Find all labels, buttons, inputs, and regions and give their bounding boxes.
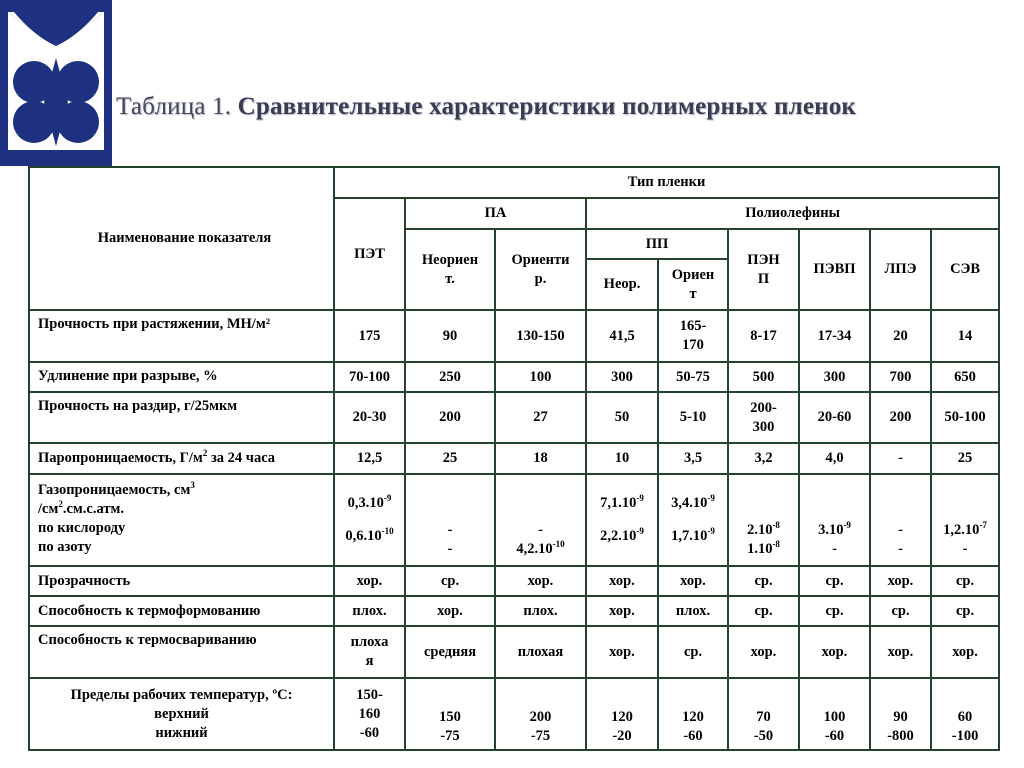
- row-temps-name-line1: Пределы рабочих температур, ºС:: [70, 686, 293, 703]
- header-pa: ПА: [405, 198, 586, 229]
- cell-gas-pevp: [799, 474, 870, 566]
- row-vapor-name: [29, 443, 334, 474]
- header-pa-oriented-line2: р.: [534, 270, 547, 287]
- cell-tear-pevp: 20-60: [799, 392, 870, 443]
- header-penp: [728, 229, 799, 310]
- cell-transparency-lpe: хор.: [870, 566, 931, 596]
- row-gas-name-line1: [38, 481, 331, 500]
- cell-gas-penp-n-exp: -8: [772, 539, 780, 550]
- header-name-col: Наименование показателя: [29, 167, 334, 310]
- cell-tear-penp-line2: 300: [752, 418, 775, 435]
- cell-thermoforming-sev: ср.: [931, 596, 999, 626]
- row-vapor: [29, 443, 999, 474]
- row-gas-name-line2: [38, 500, 331, 519]
- cell-tensile-pp-n: 41,5: [586, 310, 658, 362]
- cell-thermoforming-lpe: ср.: [870, 596, 931, 626]
- cell-tensile-pp-o-line2: 170: [682, 337, 704, 353]
- header-penp-line1: ПЭН: [747, 251, 780, 268]
- row-gas-name-l2-post: .см.с.атм.: [62, 501, 124, 517]
- cell-gas-pa-n-n: -: [447, 541, 453, 557]
- cell-tensile-sev: 14: [931, 310, 999, 362]
- header-pevp: ПЭВП: [799, 229, 870, 310]
- cell-temps-pet-line2: 160: [358, 705, 381, 722]
- cell-thermoforming-pa-n: хор.: [405, 596, 495, 626]
- header-film-type: Тип пленки: [334, 167, 999, 198]
- row-transparency-name: Прозрачность: [29, 566, 334, 596]
- cell-temps-lpe: [870, 678, 931, 750]
- cell-gas-penp-o-base: 2.10: [747, 522, 773, 538]
- cell-gas-sev: [931, 474, 999, 566]
- company-logo: [0, 0, 112, 166]
- cell-transparency-sev: ср.: [931, 566, 999, 596]
- row-tensile-name: Прочность при растяжении, МН/м²: [29, 310, 334, 362]
- cell-gas-pp-n: [586, 474, 658, 566]
- row-gas-name-l2-sup: 2: [58, 499, 63, 510]
- cell-transparency-pp-o: хор.: [658, 566, 728, 596]
- cell-tear-lpe: 200: [870, 392, 931, 443]
- header-pp-neor: Неор.: [586, 259, 658, 310]
- cell-thermoforming-pa-o: плох.: [495, 596, 586, 626]
- cell-heatseal-pp-n: хор.: [586, 626, 658, 678]
- cell-thermoforming-pevp: ср.: [799, 596, 870, 626]
- header-pet: ПЭТ: [334, 198, 405, 310]
- cell-temps-sev-lower: -100: [951, 728, 979, 744]
- cell-tensile-pa-n: 90: [405, 310, 495, 362]
- cell-temps-pa-n: [405, 678, 495, 750]
- row-gas: [29, 474, 999, 566]
- cell-temps-pp-n-upper: 120: [611, 709, 633, 725]
- cell-elongation-penp: 500: [728, 362, 799, 392]
- row-elongation: [29, 362, 999, 392]
- header-pa-oriented-line1: Ориенти: [511, 251, 570, 268]
- cell-temps-pet-line1: 150-: [356, 686, 383, 703]
- cell-elongation-pevp: 300: [799, 362, 870, 392]
- cell-tear-penp: [728, 392, 799, 443]
- cell-temps-sev-upper: 60: [957, 709, 973, 725]
- cell-gas-sev-o-base: 1,2.10: [943, 522, 980, 538]
- cell-gas-pa-o-n: [498, 540, 583, 559]
- cell-elongation-lpe: 700: [870, 362, 931, 392]
- cell-tear-sev: 50-100: [931, 392, 999, 443]
- cell-gas-pp-o: [658, 474, 728, 566]
- cell-heatseal-pa-o: плохая: [495, 626, 586, 678]
- cell-gas-pevp-n: -: [832, 541, 837, 557]
- row-heatseal: [29, 626, 999, 678]
- cell-temps-penp-upper: 70: [756, 709, 771, 725]
- cell-vapor-pa-o: 18: [495, 443, 586, 474]
- header-pp-orient: [658, 259, 728, 310]
- row-gas-name-line4: по азоту: [38, 539, 92, 555]
- cell-temps-pevp-upper: 100: [823, 709, 846, 725]
- cell-gas-pp-n-o: [589, 494, 655, 513]
- cell-gas-pp-o-n-exp: -9: [707, 526, 715, 537]
- cell-vapor-pevp: 4,0: [799, 443, 870, 474]
- cell-gas-lpe-o: -: [898, 522, 903, 538]
- cell-gas-penp-o-exp: -8: [772, 520, 780, 531]
- cell-gas-pp-n-n-base: 2,2.10: [600, 528, 637, 544]
- row-temps: [29, 678, 999, 750]
- cell-temps-pa-o-upper: 200: [529, 709, 552, 725]
- cell-heatseal-pevp: хор.: [799, 626, 870, 678]
- cell-gas-pa-o-o: -: [538, 522, 543, 538]
- cell-tensile-lpe: 20: [870, 310, 931, 362]
- cell-temps-pp-n: [586, 678, 658, 750]
- header-pa-oriented: [495, 229, 586, 310]
- cell-heatseal-lpe: хор.: [870, 626, 931, 678]
- cell-transparency-pp-n: хор.: [586, 566, 658, 596]
- cell-gas-penp-n: [731, 540, 796, 559]
- cell-tear-pp-o: 5-10: [658, 392, 728, 443]
- cell-gas-penp-o: [731, 521, 796, 540]
- cell-thermoforming-penp: ср.: [728, 596, 799, 626]
- cell-heatseal-penp: хор.: [728, 626, 799, 678]
- cell-vapor-sev: 25: [931, 443, 999, 474]
- cell-temps-pet-line3: -60: [359, 724, 380, 741]
- row-vapor-name-post: за 24 часа: [207, 450, 276, 466]
- cell-tensile-pet: 175: [334, 310, 405, 362]
- header-sev: СЭВ: [931, 229, 999, 310]
- header-lpe: ЛПЭ: [870, 229, 931, 310]
- cell-gas-pa-o-n-base: 4,2.10: [516, 541, 553, 557]
- cell-gas-pa-o: [495, 474, 586, 566]
- header-penp-line2: П: [757, 270, 770, 287]
- header-pa-nonoriented-line1: Неориен: [421, 251, 479, 268]
- cell-tear-penp-line1: 200-: [750, 399, 777, 416]
- cell-temps-pa-n-lower: -75: [440, 728, 460, 744]
- row-gas-name: [29, 474, 334, 566]
- row-gas-name-l2-text: /см: [38, 501, 59, 517]
- cell-temps-pa-n-upper: 150: [439, 709, 461, 725]
- cell-elongation-pp-n: 300: [586, 362, 658, 392]
- cell-gas-lpe-n: -: [898, 541, 903, 557]
- header-pa-nonoriented-line2: т.: [445, 270, 455, 287]
- cell-tensile-pa-o: 130-150: [495, 310, 586, 362]
- cell-gas-pevp-o: [802, 521, 867, 540]
- cell-vapor-pp-o: 3,5: [658, 443, 728, 474]
- cell-temps-penp: [728, 678, 799, 750]
- cell-gas-penp-n-base: 1.10: [747, 541, 773, 557]
- cell-temps-pet: [334, 678, 405, 750]
- cell-gas-pet-n-base: 0,6.10: [345, 528, 382, 544]
- cell-gas-pp-n-n-exp: -9: [636, 526, 644, 537]
- cell-tensile-pp-o-line1: 165-: [679, 318, 707, 334]
- header-pa-nonoriented: [405, 229, 495, 310]
- row-tear: [29, 392, 999, 443]
- cell-gas-sev-o: [934, 521, 996, 540]
- row-temps-name-line3: нижний: [155, 724, 208, 741]
- cell-temps-pp-o: [658, 678, 728, 750]
- cell-gas-pevp-o-base: 3.10: [818, 522, 844, 538]
- cell-temps-pa-o-lower: -75: [530, 728, 551, 744]
- row-tensile: [29, 310, 999, 362]
- cell-thermoforming-pp-n: хор.: [586, 596, 658, 626]
- cell-thermoforming-pet: плох.: [334, 596, 405, 626]
- cell-gas-pevp-o-exp: -9: [843, 520, 851, 531]
- cell-elongation-pa-o: 100: [495, 362, 586, 392]
- cell-gas-pa-o-n-exp: -10: [552, 539, 565, 550]
- header-pp-orient-line1: Ориен: [671, 266, 715, 283]
- cell-gas-pa-n-o: -: [447, 522, 453, 538]
- row-thermoforming: [29, 596, 999, 626]
- cell-tear-pp-n: 50: [586, 392, 658, 443]
- cell-tear-pa-n: 200: [405, 392, 495, 443]
- cell-gas-pp-n-o-base: 7,1.10: [600, 495, 637, 511]
- cell-gas-pet-o: [337, 494, 402, 513]
- row-heatseal-name: Способность к термосвариванию: [29, 626, 334, 678]
- cell-gas-pp-n-n: [589, 527, 655, 546]
- cell-gas-pet-n: [337, 527, 402, 546]
- cell-elongation-pp-o: 50-75: [658, 362, 728, 392]
- header-row-1: [29, 167, 999, 198]
- cell-temps-lpe-lower: -800: [887, 728, 914, 744]
- cell-gas-pet-o-exp: -9: [383, 493, 392, 504]
- cell-vapor-penp: 3,2: [728, 443, 799, 474]
- cell-temps-pa-o: [495, 678, 586, 750]
- row-transparency: [29, 566, 999, 596]
- cell-heatseal-pet-line2: я: [365, 653, 374, 669]
- row-temps-name: [29, 678, 334, 750]
- row-tear-name: Прочность на раздир, г/25мкм: [29, 392, 334, 443]
- cell-gas-pet: [334, 474, 405, 566]
- cell-heatseal-pet: [334, 626, 405, 678]
- cell-tear-pa-o: 27: [495, 392, 586, 443]
- cell-temps-penp-lower: -50: [753, 728, 774, 744]
- cell-tear-pet: 20-30: [334, 392, 405, 443]
- header-polyolefins: Полиолефины: [586, 198, 999, 229]
- cell-gas-pet-n-exp: -10: [381, 526, 394, 537]
- title-main: Сравнительные характеристики полимерных пленок: [237, 93, 857, 120]
- cell-transparency-pet: хор.: [334, 566, 405, 596]
- cell-gas-penp: [728, 474, 799, 566]
- cell-gas-pa-n: [405, 474, 495, 566]
- row-gas-name-l1-sup: 3: [190, 480, 195, 491]
- cell-gas-pp-o-n-base: 1,7.10: [671, 528, 708, 544]
- row-vapor-name-sup: 2: [202, 448, 208, 459]
- cell-temps-pevp: [799, 678, 870, 750]
- row-gas-name-line3: по кислороду: [38, 520, 126, 536]
- cell-gas-pp-o-o-exp: -9: [707, 493, 715, 504]
- cell-gas-pp-o-o-base: 3,4.10: [671, 495, 708, 511]
- table-title: [116, 90, 856, 124]
- cell-elongation-sev: 650: [931, 362, 999, 392]
- cell-transparency-pa-n: ср.: [405, 566, 495, 596]
- cell-vapor-pet: 12,5: [334, 443, 405, 474]
- row-gas-name-l1-text: Газопроницаемость, см: [38, 482, 191, 498]
- cell-gas-sev-o-exp: -7: [979, 520, 987, 531]
- title-prefix: Таблица 1.: [116, 93, 232, 120]
- cell-transparency-penp: ср.: [728, 566, 799, 596]
- cell-temps-pp-n-lower: -20: [612, 728, 632, 744]
- header-pp-orient-line2: т: [689, 285, 697, 302]
- cell-vapor-pp-n: 10: [586, 443, 658, 474]
- cell-vapor-pa-n: 25: [405, 443, 495, 474]
- cell-heatseal-sev: хор.: [931, 626, 999, 678]
- cell-transparency-pa-o: хор.: [495, 566, 586, 596]
- cell-tensile-pp-o: [658, 310, 728, 362]
- cell-thermoforming-pp-o: плох.: [658, 596, 728, 626]
- cell-temps-sev: [931, 678, 999, 750]
- cell-temps-pp-o-upper: 120: [682, 709, 704, 725]
- cell-vapor-lpe: -: [870, 443, 931, 474]
- cell-gas-pet-o-base: 0,3.10: [347, 495, 384, 511]
- cell-heatseal-pa-n: средняя: [405, 626, 495, 678]
- cell-heatseal-pp-o: ср.: [658, 626, 728, 678]
- cell-gas-lpe: [870, 474, 931, 566]
- cell-temps-pp-o-lower: -60: [683, 728, 703, 744]
- cell-elongation-pet: 70-100: [334, 362, 405, 392]
- cell-tensile-penp: 8-17: [728, 310, 799, 362]
- cell-gas-sev-n: -: [962, 541, 968, 557]
- row-elongation-name: Удлинение при разрыве, %: [29, 362, 334, 392]
- row-vapor-name-pre: Паропроницаемость, Г/м: [38, 450, 203, 466]
- cell-gas-pp-o-n: [661, 527, 725, 546]
- cell-transparency-pevp: ср.: [799, 566, 870, 596]
- row-thermoforming-name: Способность к термоформованию: [29, 596, 334, 626]
- header-pp: ПП: [586, 229, 728, 259]
- cell-elongation-pa-n: 250: [405, 362, 495, 392]
- cell-temps-lpe-upper: 90: [893, 709, 908, 725]
- cell-temps-pevp-lower: -60: [824, 728, 845, 744]
- cell-gas-pp-o-o: [661, 494, 725, 513]
- comparison-table: [28, 166, 1000, 751]
- cell-tensile-pevp: 17-34: [799, 310, 870, 362]
- row-temps-name-line2: верхний: [154, 705, 209, 722]
- cell-heatseal-pet-line1: плоха: [350, 634, 389, 650]
- cell-gas-pp-n-o-exp: -9: [636, 493, 644, 504]
